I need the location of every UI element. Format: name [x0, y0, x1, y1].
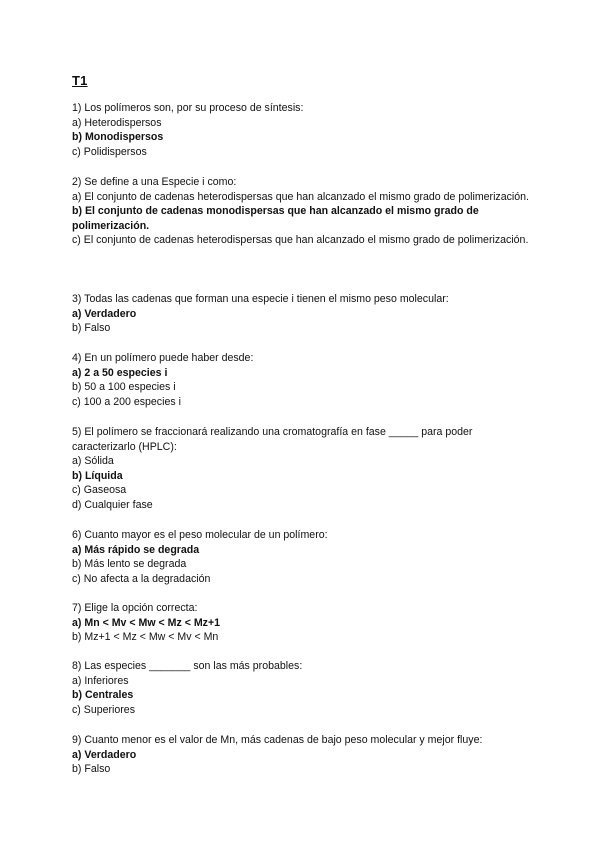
question-6	[72, 528, 532, 586]
question-7	[72, 601, 532, 645]
question-prompt: 3) Todas las cadenas que forman una especie i tienen el mismo peso molecular:	[72, 293, 449, 305]
answer-option: a) Heterodispersos	[72, 116, 162, 129]
question-prompt: 6) Cuanto mayor es el peso molecular de un polímero:	[72, 529, 328, 541]
answer-option: b) Falso	[72, 763, 111, 776]
question-9	[72, 733, 532, 777]
answer-option: a) El conjunto de cadenas heterodispersas que han alcanzado el mismo grado de polimerización.	[72, 190, 529, 203]
answer-option: b) Mz+1 < Mz < Mw < Mv < Mn	[72, 631, 219, 644]
question-prompt: 2) Se define a una Especie i como:	[72, 176, 237, 188]
question-prompt: 7) Elige la opción correcta:	[72, 602, 198, 614]
question-4	[72, 351, 532, 409]
answer-option: c) Superiores	[72, 703, 135, 716]
answer-option-correct: b) Centrales	[72, 689, 134, 702]
question-3	[72, 292, 532, 336]
answer-option-correct: a) Mn < Mv < Mw < Mz < Mz+1	[72, 616, 221, 629]
answer-option: c) El conjunto de cadenas heterodispersas que han alcanzado el mismo grado de polimerización.	[72, 234, 529, 247]
answer-option-correct: a) Verdadero	[72, 307, 137, 320]
answer-option-correct: a) 2 a 50 especies i	[72, 366, 168, 379]
question-5	[72, 425, 532, 513]
answer-option: a) Sólida	[72, 455, 114, 468]
answer-option-correct: a) Más rápido se degrada	[72, 543, 200, 556]
answer-option-correct: b) Líquida	[72, 469, 123, 482]
answer-option: b) Más lento se degrada	[72, 558, 187, 571]
answer-option: b) 50 a 100 especies i	[72, 381, 176, 394]
question-prompt: 5) El polímero se fraccionará realizando una cromatografía en fase _____ para poder caracterizarlo (HPLC):	[72, 426, 473, 453]
question-prompt: 8) Las especies _______ son las más probables:	[72, 660, 303, 672]
answer-option: c) No afecta a la degradación	[72, 572, 211, 585]
answer-option: c) Polidispersos	[72, 145, 147, 158]
question-prompt: 9) Cuanto menor es el valor de Mn, más cadenas de bajo peso molecular y mejor fluye:	[72, 734, 483, 746]
question-8	[72, 659, 532, 717]
answer-option: a) Inferiores	[72, 674, 129, 687]
answer-option-correct: a) Verdadero	[72, 748, 137, 761]
answer-option: b) Falso	[72, 322, 111, 335]
answer-option: c) 100 a 200 especies i	[72, 395, 181, 408]
page-title: T1	[72, 73, 88, 88]
question-prompt: 4) En un polímero puede haber desde:	[72, 352, 254, 364]
question-2	[72, 175, 532, 248]
answer-option-correct: b) Monodispersos	[72, 131, 164, 144]
answer-option-correct: b) El conjunto de cadenas monodispersas que han alcanzado el mismo grado de polimerización.	[72, 205, 479, 232]
answer-option: d) Cualquier fase	[72, 498, 153, 511]
answer-option: c) Gaseosa	[72, 484, 127, 497]
question-1	[72, 101, 532, 159]
question-prompt: 1) Los polímeros son, por su proceso de síntesis:	[72, 102, 304, 114]
